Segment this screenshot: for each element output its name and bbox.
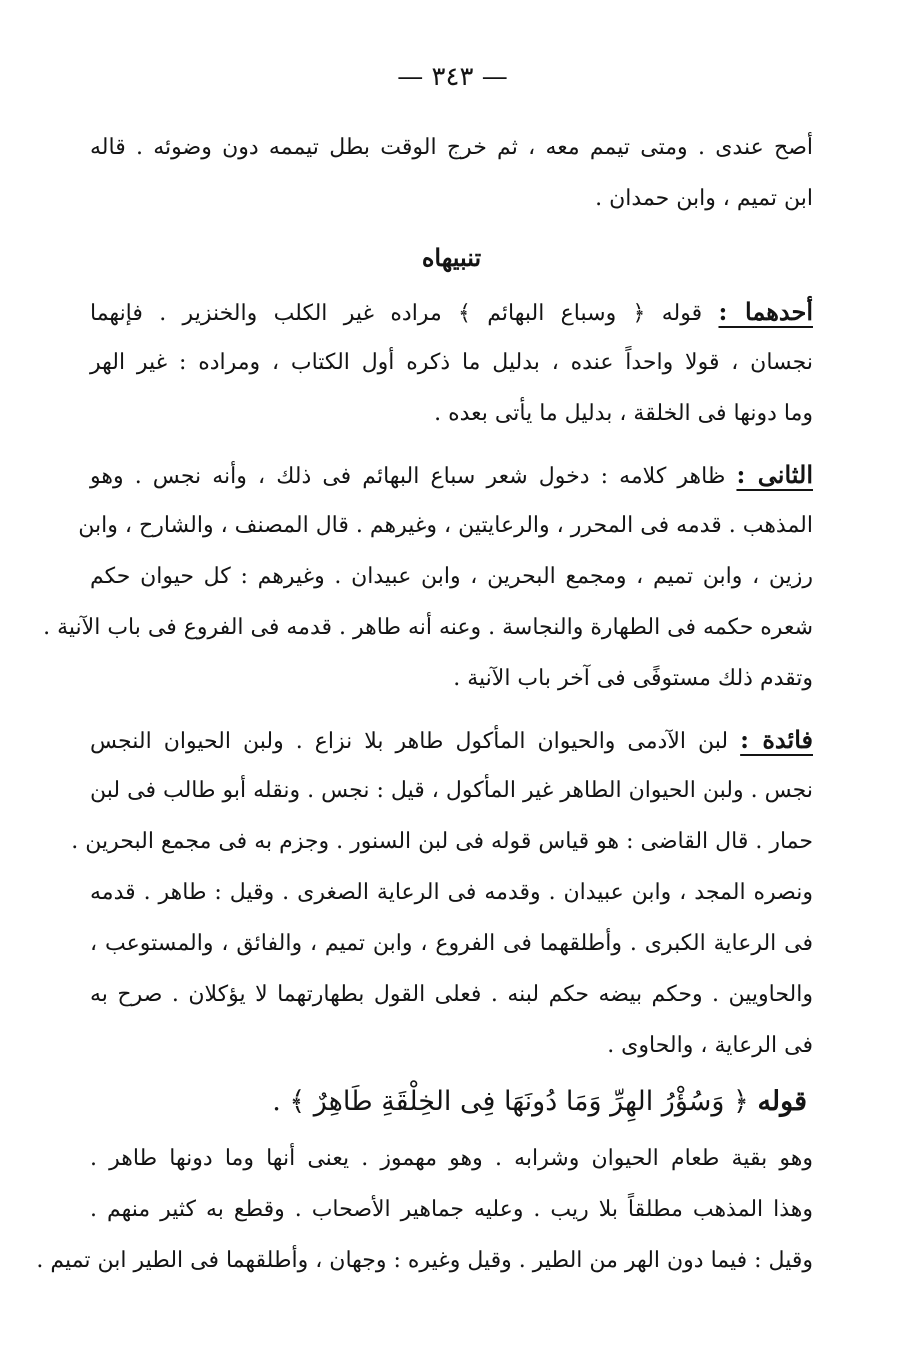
paragraph-first-note xyxy=(90,286,813,439)
paragraph-commentary xyxy=(36,1133,813,1286)
text-line: وقيل : فيما دون الهر من الطير . وقيل وغيره : وجهان ، وأطلقهما فى الطير ابن تميم . xyxy=(36,1248,813,1273)
paragraph-lead: فائدة : xyxy=(740,725,813,754)
text-line: ابن تميم ، وابن حمدان . xyxy=(595,186,813,211)
text-line: المذهب . قدمه فى المحرر ، والرعايتين ، وغيرهم . قال المصنف ، والشارح ، وابن xyxy=(78,513,813,538)
text-line: وهو بقية طعام الحيوان وشرابه . وهو مهموز . يعنى أنها وما دونها طاهر . xyxy=(90,1146,813,1171)
text-line: وهذا المذهب مطلقاً بلا ريب . وعليه جماهير الأصحاب . وقطع به كثير منهم . xyxy=(90,1197,813,1222)
text-line xyxy=(90,286,813,337)
text-line xyxy=(90,714,813,765)
text-fragment: لبن الآدمى والحيوان المأكول طاهر بلا نزاع . ولبن الحيوان النجس xyxy=(90,729,729,754)
text-line: والحاويين . وحكم بيضه حكم لبنه . فعلى القول بطهارتهما لا يؤكلان . صرح به xyxy=(90,982,813,1007)
paragraph-lead: الثانى : xyxy=(736,460,813,489)
text-line: حمار . قال القاضى : هو قياس قوله فى لبن السنور . وجزم به فى مجمع البحرين . xyxy=(71,829,813,854)
text-line: نجسان ، قولا واحداً عنده ، بدليل ما ذكره أول الكتاب ، ومراده : غير الهر xyxy=(90,350,813,375)
page-text xyxy=(36,122,813,1286)
top-paragraph xyxy=(90,122,813,224)
text-line: أصح عندى . ومتى تيمم معه ، ثم خرج الوقت بطل تيممه دون وضوئه . قاله xyxy=(90,135,813,160)
page-number: — ٣٤٣ — xyxy=(397,62,508,92)
text-line: رزين ، وابن تميم ، ومجمع البحرين ، وابن عبيدان . وغيرهم : كل حيوان حكم xyxy=(90,564,813,589)
section-heading: تنبيهاه xyxy=(421,243,482,272)
text-line: شعره حكمه فى الطهارة والنجاسة . وعنه أنه طاهر . قدمه فى الفروع فى باب الآنية . xyxy=(43,615,813,640)
matn-quote xyxy=(90,1071,813,1133)
text-fragment: ظاهر كلامه : دخول شعر سباع البهائم فى ذلك ، وأنه نجس . وهو xyxy=(90,464,726,489)
text-line xyxy=(90,449,813,500)
quote-lead-word: قوله xyxy=(757,1086,807,1117)
paragraph-second-note xyxy=(43,449,813,704)
text-line: نجس . ولبن الحيوان الطاهر غير المأكول ، قيل : نجس . ونقله أبو طالب فى لبن xyxy=(90,778,813,803)
text-line: وتقدم ذلك مستوفًى فى آخر باب الآنية . xyxy=(453,666,813,691)
text-line: وما دونها فى الخلقة ، بدليل ما يأتى بعده . xyxy=(434,401,813,426)
quote-text: ﴿ وَسُؤْرُ الهِرِّ وَمَا دُونَهَا فِى الخِلْقَةِ طَاهِرٌ ﴾ . xyxy=(272,1086,749,1117)
text-fragment: قوله ﴿ وسباع البهائم ﴾ مراده غير الكلب والخنزير . فإنهما xyxy=(90,301,703,326)
text-line: فى الرعاية الكبرى . وأطلقهما فى الفروع ، وابن تميم ، والفائق ، والمستوعب ، xyxy=(90,931,813,956)
text-line: فى الرعاية ، والحاوى . xyxy=(607,1033,813,1058)
text-line: ونصره المجد ، وابن عبيدان . وقدمه فى الرعاية الصغرى . وقيل : طاهر . قدمه xyxy=(90,880,813,905)
paragraph-lead: أحدهما : xyxy=(718,297,813,326)
paragraph-benefit xyxy=(71,714,813,1071)
